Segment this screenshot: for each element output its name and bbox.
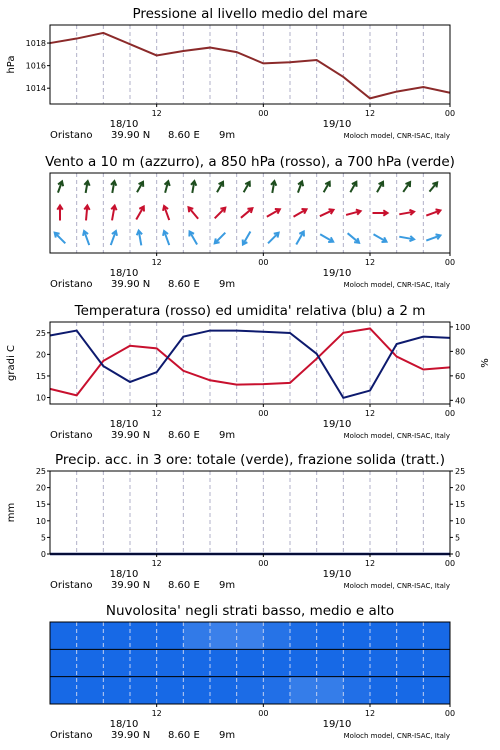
station-lon: 8.60 E (168, 430, 200, 441)
station-lon: 8.60 E (168, 279, 200, 290)
plot-frame (50, 322, 450, 404)
x-tick-label: 00 (258, 709, 269, 718)
station-name: Oristano (50, 580, 93, 591)
wind-arrow (241, 208, 252, 218)
y-tick-label-right: 100 (455, 322, 471, 332)
station-lat: 39.90 N (111, 580, 151, 591)
x-tick-label: 12 (151, 409, 162, 418)
cloud-cell (317, 677, 344, 704)
station-name: Oristano (50, 279, 93, 290)
x-tick-label: 12 (151, 258, 162, 267)
chart-title: Precip. acc. in 3 ore: totale (verde), frazione solida (tratt.) (55, 452, 445, 468)
station-lat: 39.90 N (111, 130, 151, 141)
chart-title: Pressione al livello medio del mare (132, 6, 368, 22)
x-tick-label: 12 (364, 709, 376, 718)
y-tick-label-right: 0 (455, 550, 461, 559)
cloud-cell (183, 622, 210, 649)
cloud-cell (237, 622, 264, 649)
x-tick-label: 00 (444, 559, 456, 568)
date-label: 18/10 (109, 119, 139, 130)
model-credit: Moloch model, CNR-ISAC, Italy (343, 732, 450, 740)
y-axis-label: mm (6, 502, 17, 523)
y-tick-label-right: 60 (455, 371, 466, 381)
cloud-cell (263, 622, 290, 649)
humidity-line (50, 331, 450, 398)
model-credit: Moloch model, CNR-ISAC, Italy (343, 132, 450, 140)
station-name: Oristano (50, 730, 93, 741)
y-tick-label: 15 (35, 371, 46, 381)
date-label: 19/10 (322, 268, 352, 279)
station-name: Oristano (50, 130, 93, 141)
wind-arrow (55, 233, 66, 244)
wind-arrow (268, 233, 279, 244)
chart-title: Nuvolosita' negli strati basso, medio e alto (105, 603, 395, 619)
y-tick-label: 5 (40, 533, 46, 543)
station-name: Oristano (50, 430, 93, 441)
station-lat: 39.90 N (111, 279, 151, 290)
date-label: 18/10 (109, 419, 139, 430)
x-tick-label: 00 (444, 409, 456, 418)
cloud-cell (237, 677, 264, 704)
station-lon: 8.60 E (168, 580, 200, 591)
chart-title: Temperatura (rosso) ed umidita' relativa (blu) a 2 m (74, 303, 426, 319)
model-credit: Moloch model, CNR-ISAC, Italy (343, 281, 450, 289)
x-tick-label: 12 (364, 559, 376, 568)
y-tick-label-right: 20 (455, 483, 466, 493)
date-label: 18/10 (109, 268, 139, 279)
y-tick-label: 25 (35, 328, 46, 338)
x-tick-label: 12 (364, 258, 376, 267)
y-axis-label: gradi C (6, 345, 17, 381)
x-tick-label: 12 (151, 709, 162, 718)
x-tick-label: 00 (258, 559, 269, 568)
y-tick-label: 20 (35, 350, 46, 360)
y-axis-label: hPa (6, 55, 17, 74)
chart-title: Vento a 10 m (azzurro), a 850 hPa (rosso), a 700 hPa (verde) (45, 154, 455, 170)
x-tick-label: 12 (364, 109, 376, 118)
y-tick-label: 10 (35, 393, 46, 403)
cloud-cell (263, 677, 290, 704)
temperature-line (50, 328, 450, 395)
x-tick-label: 12 (151, 559, 162, 568)
station-alt: 9m (219, 130, 236, 141)
cloud-cell (290, 622, 317, 649)
date-label: 19/10 (322, 569, 352, 580)
y-tick-label: 20 (35, 483, 46, 493)
x-tick-label: 12 (151, 109, 162, 118)
date-label: 19/10 (322, 419, 352, 430)
x-tick-label: 00 (258, 258, 269, 267)
y-tick-label-right: 5 (455, 533, 461, 543)
x-tick-label: 00 (444, 709, 456, 718)
station-alt: 9m (219, 730, 236, 741)
wind-arrow (348, 233, 359, 243)
date-label: 19/10 (322, 119, 352, 130)
x-tick-label: 00 (444, 258, 456, 267)
y-tick-label: 0 (40, 550, 46, 559)
x-tick-label: 00 (444, 109, 456, 118)
station-lon: 8.60 E (168, 130, 200, 141)
y-tick-label-right: 40 (455, 396, 466, 406)
y-tick-label-right: 25 (455, 467, 466, 476)
y-tick-label: 15 (35, 500, 46, 510)
y-tick-label: 1014 (25, 84, 46, 94)
model-credit: Moloch model, CNR-ISAC, Italy (343, 582, 450, 590)
station-lat: 39.90 N (111, 430, 151, 441)
cloud-cell (343, 677, 370, 704)
x-tick-label: 00 (258, 409, 269, 418)
y-tick-label: 10 (35, 516, 46, 526)
date-label: 18/10 (109, 569, 139, 580)
x-tick-label: 12 (364, 409, 376, 418)
y-tick-label-right: 10 (455, 516, 466, 526)
y-axis-label-right: % (480, 358, 491, 368)
wind-arrow (215, 233, 226, 244)
plot-frame (50, 25, 450, 104)
pressure-line (50, 33, 450, 98)
model-credit: Moloch model, CNR-ISAC, Italy (343, 432, 450, 440)
y-tick-label-right: 15 (455, 500, 466, 510)
cloud-cell (210, 622, 237, 649)
y-tick-label: 1018 (25, 39, 46, 49)
y-tick-label-right: 80 (455, 347, 466, 357)
y-tick-label: 1016 (25, 61, 46, 71)
date-label: 19/10 (322, 719, 352, 730)
station-alt: 9m (219, 430, 236, 441)
station-lat: 39.90 N (111, 730, 151, 741)
wind-arrow (215, 208, 226, 219)
x-tick-label: 00 (258, 109, 269, 118)
station-alt: 9m (219, 279, 236, 290)
plot-frame (50, 471, 450, 554)
wind-arrow (189, 207, 199, 218)
station-lon: 8.60 E (168, 730, 200, 741)
date-label: 18/10 (109, 719, 139, 730)
cloud-cell (290, 677, 317, 704)
station-alt: 9m (219, 580, 236, 591)
y-tick-label: 25 (35, 467, 46, 476)
